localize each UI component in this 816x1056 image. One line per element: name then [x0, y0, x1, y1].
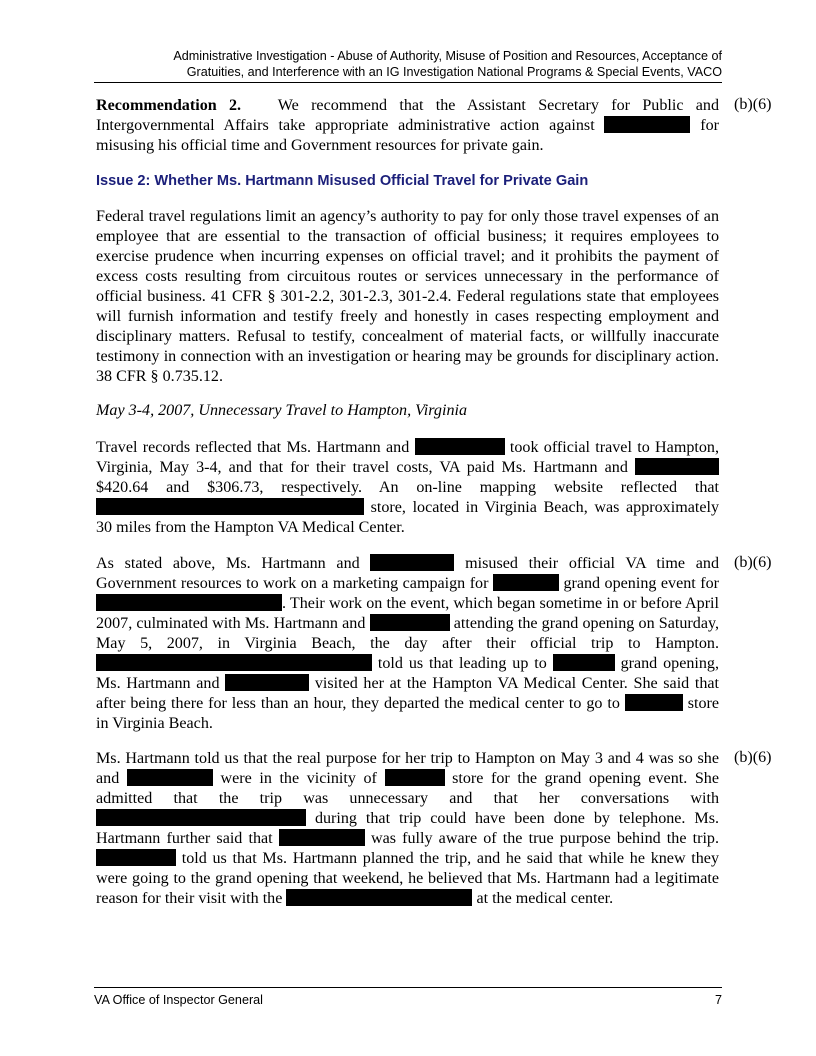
travel-paragraph [96, 438, 719, 538]
header-rule [94, 82, 722, 83]
misused-text-8: visited her at the Hampton VA Medical Center. She said that after being there for less than an hour, they departed the medical center to go to [96, 675, 720, 712]
redaction-box [279, 829, 365, 846]
redaction-box [96, 809, 306, 826]
section-subheading: May 3-4, 2007, Unnecessary Travel to Hampton, Virginia [96, 402, 468, 419]
admitted-text-1: Ms. Hartmann told us that the real purpose for her trip to Hampton on May 3 and 4 was so she and [96, 750, 719, 787]
admitted-text-3: store for the grand opening event. She admitted that the trip was unnecessary and that her conversations with [96, 770, 719, 807]
redaction-box [370, 614, 450, 631]
misused-text-5: attending the grand opening on Saturday, May 5, 2007, in Virginia Beach, the day after their official trip to Hampton. [96, 615, 719, 652]
footer-org: VA Office of Inspector General [94, 993, 263, 1007]
travel-text-3: $420.64 and $306.73, respectively. An on-line mapping website reflected that [96, 479, 719, 496]
redaction-box [370, 554, 454, 571]
recommendation-label: Recommendation 2. [96, 97, 242, 114]
header-line-2: Gratuities, and Interference with an IG Investigation National Programs & Special Events, VACO [186, 65, 722, 79]
travel-text-4: store, located in Virginia Beach, was approximately 30 miles from the Hampton VA Medical Center. [96, 499, 719, 536]
issue-heading: Issue 2: Whether Ms. Hartmann Misused Official Travel for Private Gain [96, 173, 589, 189]
misused-text-7: grand opening, Ms. Hartmann and [96, 655, 719, 692]
admitted-text-5: was fully aware of the true purpose behind the trip. [370, 830, 719, 847]
redaction-box [286, 889, 472, 906]
page-number: 7 [714, 993, 722, 1007]
admitted-text-2: were in the vicinity of [220, 770, 377, 787]
redaction-box [604, 116, 690, 133]
redaction-box [96, 498, 364, 515]
redaction-box [635, 458, 719, 475]
redaction-box [553, 654, 615, 671]
redaction-box [96, 849, 176, 866]
admitted-text-4: during that trip could have been done by telephone. Ms. Hartmann further said that [96, 810, 719, 847]
regulations-paragraph: Federal travel regulations limit an agency’s authority to pay for only those travel expenses of an employee that are essential to the transaction of official business; it requires employees to exercise prudence when incurring expenses on official travel; and it prohibits the payment of excess costs resulting from circuitous routes or services unnecessary in the performance of official business. 41 CFR § 301-2.2, 301-2.3, 301-2.4. Federal regulations state that employees will furnish information and testify freely and honestly in cases respecting employment and disciplinary matters. Refusal to testify, concealment of material facts, or willfully inaccurate testimony in connection with an investigation or hearing may be grounds for disciplinary action. 38 CFR § 0.735.12. [96, 208, 719, 385]
misused-text-1: As stated above, Ms. Hartmann and [96, 555, 360, 572]
recommendation-text-a: We recommend that the Assistant Secretary for Public and Intergovernmental Affairs take appropriate administrative action against [96, 97, 720, 134]
redaction-box [127, 769, 213, 786]
admitted-text-7: at the medical center. [476, 890, 614, 907]
misused-paragraph [96, 554, 719, 734]
redaction-box [415, 438, 505, 455]
redaction-box [385, 769, 445, 786]
misused-text-2: misused their official VA time and Government resources to work on a marketing campaign for [96, 555, 719, 592]
misused-text-9: store in Virginia Beach. [96, 695, 720, 732]
page-header [94, 48, 722, 80]
misused-text-6: told us that leading up to [377, 655, 547, 672]
redaction-box [96, 594, 282, 611]
redaction-box [493, 574, 559, 591]
margin-note-b6: (b)(6) [734, 554, 772, 571]
admitted-paragraph [96, 749, 719, 909]
recommendation-text-b: for misusing his official time and Government resources for private gain. [96, 117, 719, 154]
misused-text-3: grand opening event for [563, 575, 719, 592]
admitted-text-6: told us that Ms. Hartmann planned the trip, and he said that while he knew they were going to the grand opening that weekend, he believed that Ms. Hartmann had a legitimate reason for their visit with the [96, 850, 719, 907]
redaction-box [625, 694, 683, 711]
travel-text-1: Travel records reflected that Ms. Hartmann and [96, 439, 410, 456]
header-line-1: Administrative Investigation - Abuse of Authority, Misuse of Position and Resources, Acceptance of [173, 49, 722, 63]
margin-note-b6: (b)(6) [734, 96, 772, 113]
margin-note-b6: (b)(6) [734, 749, 772, 766]
redaction-box [225, 674, 309, 691]
misused-text-4: . Their work on the event, which began sometime in or before April 2007, culminated with Ms. Hartmann and [96, 595, 719, 632]
travel-text-2: took official travel to Hampton, Virginia, May 3-4, and that for their travel costs, VA paid Ms. Hartmann and [96, 439, 719, 476]
footer-rule [94, 987, 722, 988]
redaction-box [96, 654, 372, 671]
recommendation-paragraph [96, 96, 719, 156]
page-footer [94, 992, 722, 1008]
